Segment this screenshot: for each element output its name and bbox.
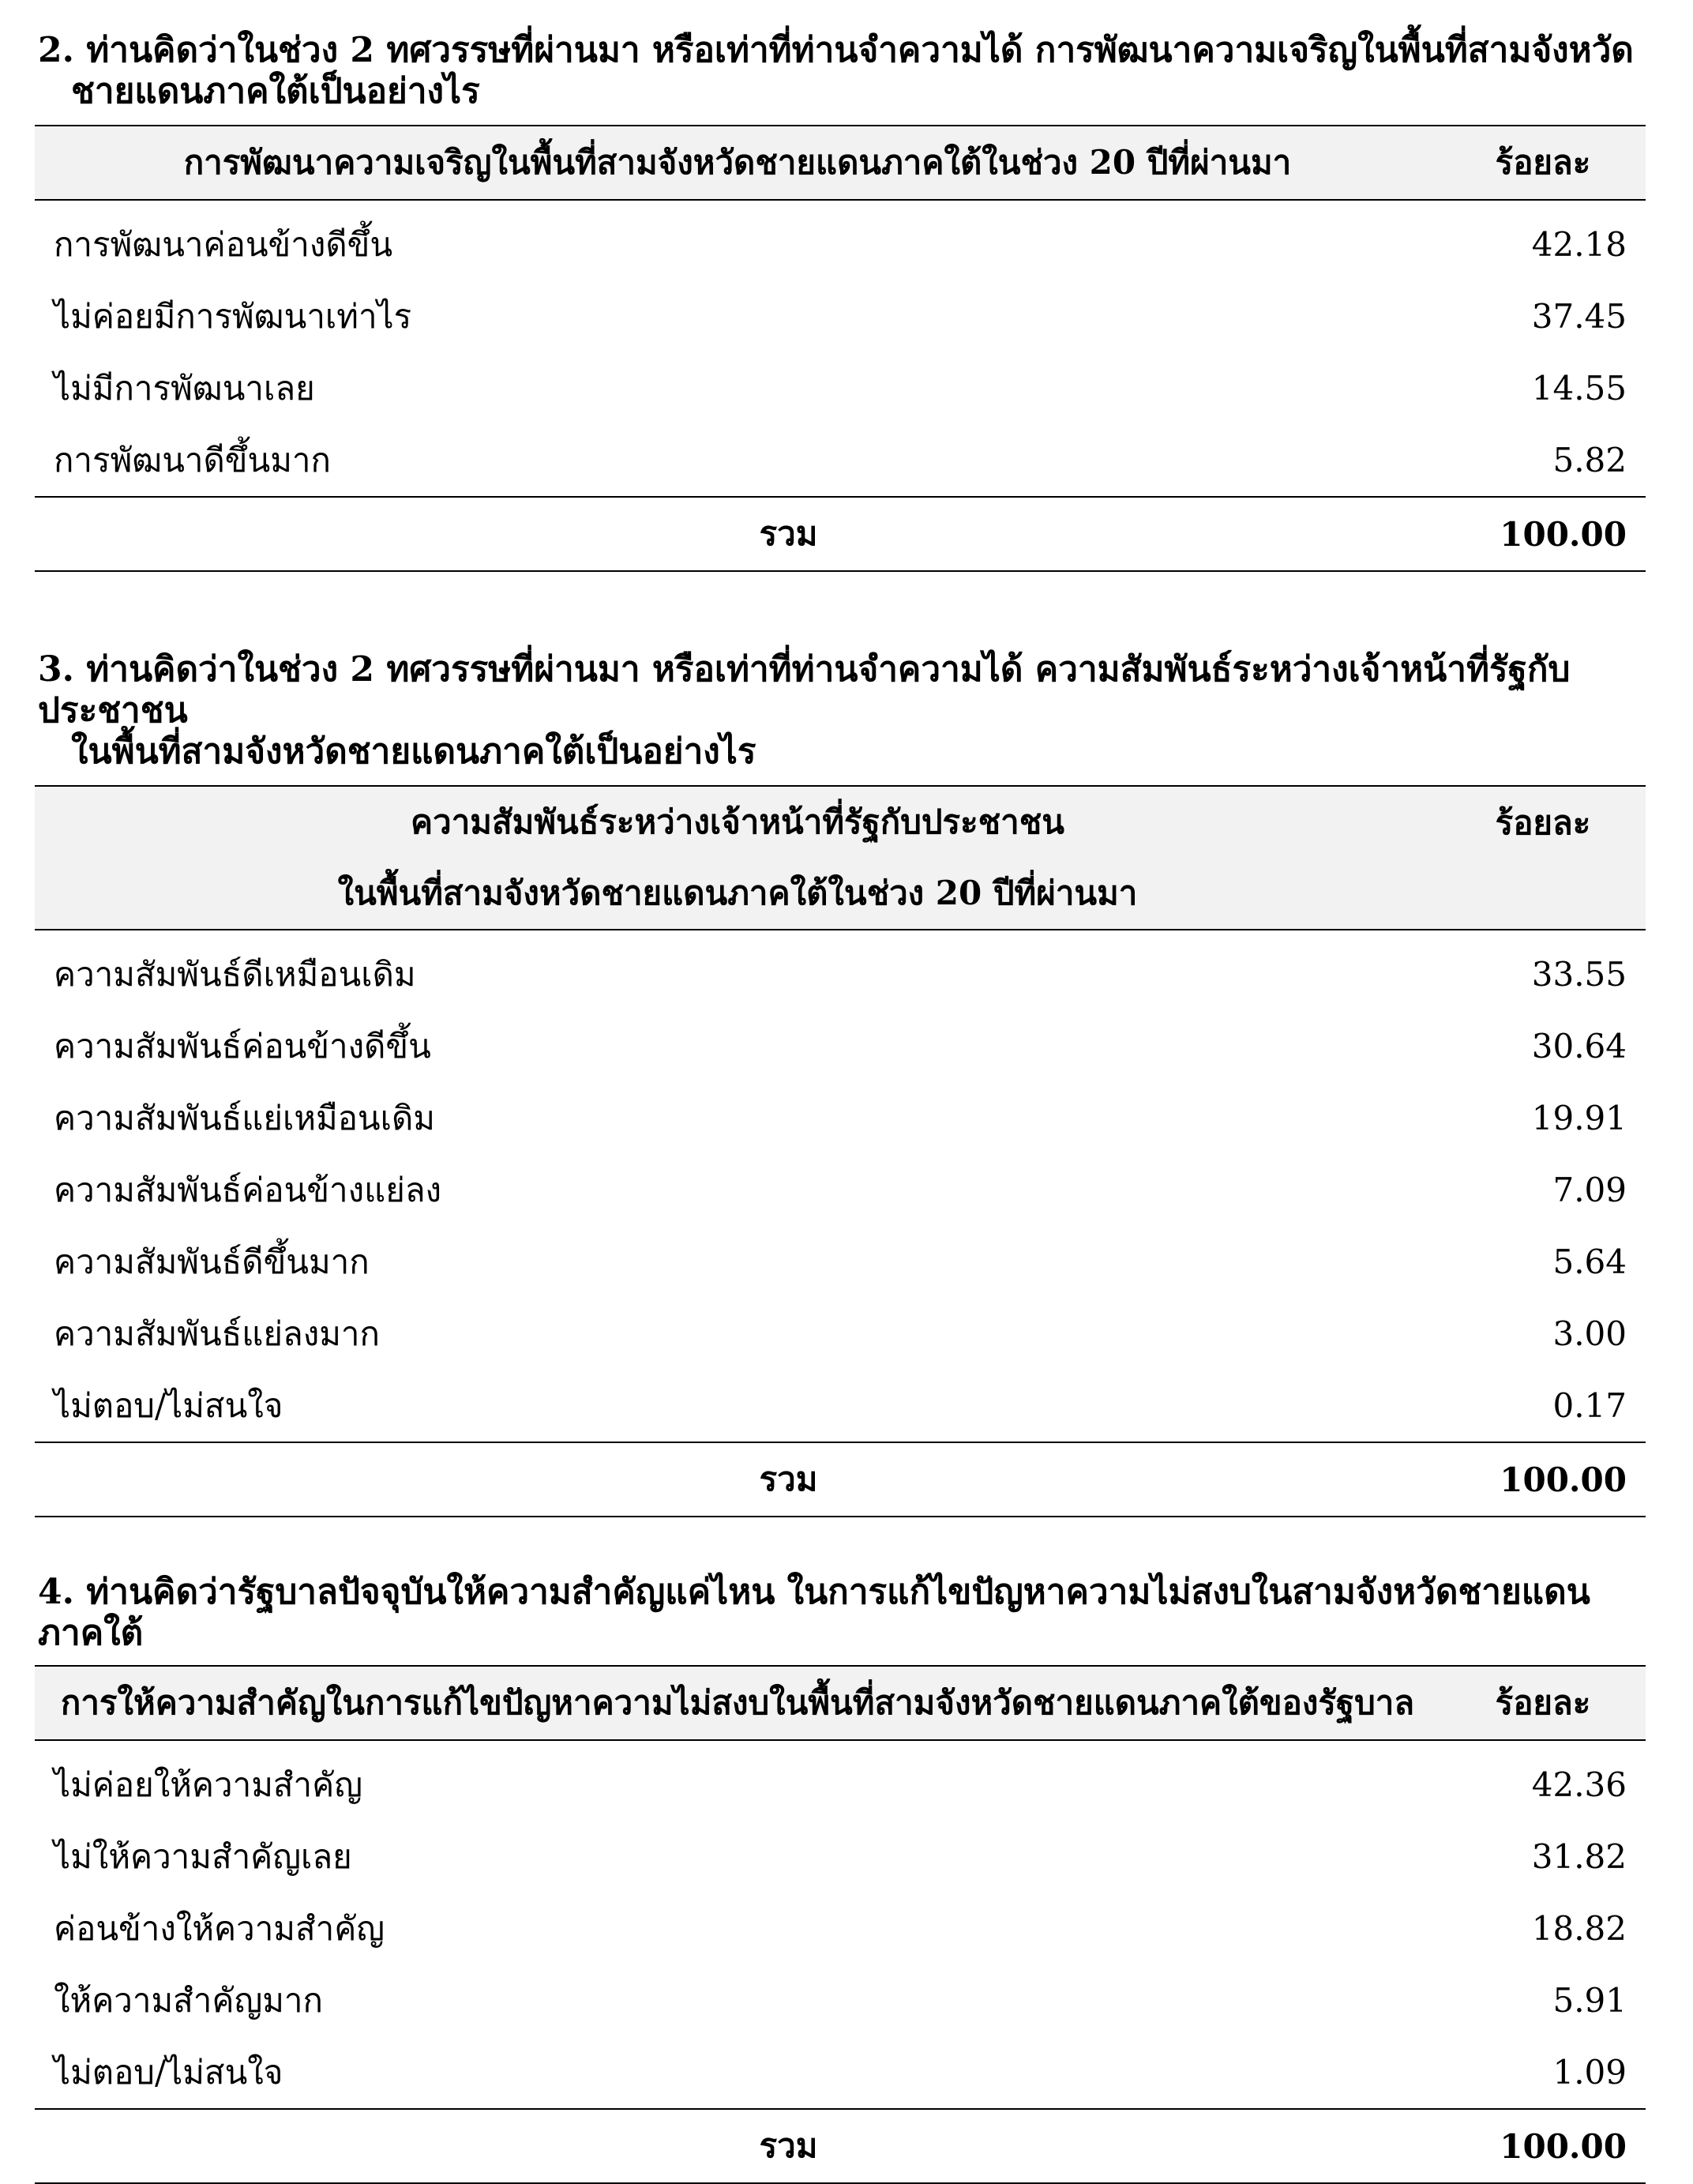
question-2-title-line1: 2. ท่านคิดว่าในช่วง 2 ทศวรรษที่ผ่านมา หรือเท่าที่ท่านจำความได้ การพัฒนาความเจริญในพื้นที่สามจังหวัด	[38, 30, 1634, 70]
row-value: 33.55	[1531, 955, 1627, 994]
row-value: 42.36	[1531, 1765, 1627, 1804]
total-value: 100.00	[1440, 497, 1646, 571]
question-3-title-line1: 3. ท่านคิดว่าในช่วง 2 ทศวรรษที่ผ่านมา หรือเท่าที่ท่านจำความได้ ความสัมพันธ์ระหว่างเจ้าหน้าที่รัฐกับประชาชน	[38, 649, 1571, 731]
row-label: ให้ความสำคัญมาก	[54, 1980, 323, 2020]
question-3-table	[35, 785, 1646, 1517]
row-value: 1.09	[1552, 2053, 1627, 2092]
row-label: ความสัมพันธ์แย่เหมือนเดิม	[54, 1098, 435, 1137]
column-header-value: ร้อยละ	[1440, 1666, 1646, 1740]
question-2-table	[35, 125, 1646, 572]
row-label: ความสัมพันธ์ดีเหมือนเดิม	[54, 954, 416, 994]
table-row	[35, 1893, 1646, 1964]
row-label: ไม่ตอบ/ไม่สนใจ	[54, 1385, 283, 1425]
table-row	[35, 1370, 1646, 1442]
table-row	[35, 1298, 1646, 1370]
row-value: 19.91	[1531, 1099, 1627, 1137]
table-row	[35, 1154, 1646, 1226]
row-value: 18.82	[1531, 1909, 1627, 1948]
column-header-label-line1: ความสัมพันธ์ระหว่างเจ้าหน้าที่รัฐกับประชาชน	[411, 803, 1064, 841]
row-value: 42.18	[1531, 225, 1627, 264]
table-row	[35, 424, 1646, 497]
total-row	[35, 1442, 1646, 1517]
question-4-table	[35, 1665, 1646, 2184]
row-value: 30.64	[1531, 1027, 1627, 1066]
table-row	[35, 1082, 1646, 1154]
row-label: การพัฒนาดีขึ้นมาก	[54, 440, 331, 479]
total-label: รวม	[35, 1442, 1440, 1517]
total-value: 100.00	[1440, 1442, 1646, 1517]
row-value: 5.91	[1552, 1981, 1627, 2020]
row-label: ความสัมพันธ์แย่ลงมาก	[54, 1314, 380, 1353]
column-header-label: การให้ความสำคัญในการแก้ไขปัญหาความไม่สงบในพื้นที่สามจังหวัดชายแดนภาคใต้ของรัฐบาล	[35, 1666, 1440, 1740]
column-header-value: ร้อยละ	[1440, 126, 1646, 200]
question-4-rows	[35, 1740, 1646, 2109]
table-row	[35, 200, 1646, 280]
table-row	[35, 352, 1646, 424]
question-2-rows	[35, 200, 1646, 497]
question-3-title	[35, 649, 1646, 772]
row-value: 5.82	[1552, 441, 1627, 479]
table-header-row	[35, 1666, 1646, 1740]
row-label: ความสัมพันธ์ค่อนข้างดีขึ้น	[54, 1026, 431, 1066]
table-row	[35, 1821, 1646, 1893]
table-row	[35, 1226, 1646, 1298]
table-header-row	[35, 786, 1646, 930]
row-value: 7.09	[1552, 1171, 1627, 1209]
row-value: 37.45	[1531, 297, 1627, 336]
question-4-title	[35, 1572, 1646, 1654]
row-label: การพัฒนาค่อนข้างดีขึ้น	[54, 224, 393, 264]
row-value: 0.17	[1552, 1386, 1627, 1425]
table-header-row	[35, 126, 1646, 200]
table-row	[35, 280, 1646, 352]
question-2-section	[35, 30, 1646, 572]
row-value: 5.64	[1552, 1242, 1627, 1281]
question-4-title-line1: 4. ท่านคิดว่ารัฐบาลปัจจุบันให้ความสำคัญแค่ไหน ในการแก้ไขปัญหาความไม่สงบในสามจังหวัดชายแดนภาคใต้	[38, 1572, 1590, 1653]
row-label: ไม่ค่อยมีการพัฒนาเท่าไร	[54, 296, 412, 336]
total-row	[35, 497, 1646, 571]
column-header-label	[35, 786, 1440, 930]
question-3-title-line2: ในพื้นที่สามจังหวัดชายแดนภาคใต้เป็นอย่างไร	[71, 731, 756, 772]
column-header-label: การพัฒนาความเจริญในพื้นที่สามจังหวัดชายแดนภาคใต้ในช่วง 20 ปีที่ผ่านมา	[35, 126, 1440, 200]
row-label: ไม่ค่อยให้ความสำคัญ	[54, 1765, 362, 1804]
column-header-label-line2: ในพื้นที่สามจังหวัดชายแดนภาคใต้ในช่วง 20 ปีที่ผ่านมา	[337, 874, 1138, 912]
question-3-rows	[35, 930, 1646, 1442]
row-value: 14.55	[1531, 369, 1627, 408]
question-4-section	[35, 1572, 1646, 2184]
row-label: ไม่มีการพัฒนาเลย	[54, 368, 315, 408]
total-label: รวม	[35, 497, 1440, 571]
row-label: ความสัมพันธ์ดีขึ้นมาก	[54, 1242, 370, 1281]
row-value: 31.82	[1531, 1837, 1627, 1876]
table-row	[35, 1010, 1646, 1082]
row-label: ไม่ให้ความสำคัญเลย	[54, 1836, 352, 1876]
column-header-value: ร้อยละ	[1440, 786, 1646, 930]
question-3-section	[35, 649, 1646, 1517]
row-value: 3.00	[1552, 1314, 1627, 1353]
table-row	[35, 1964, 1646, 2036]
table-row	[35, 1740, 1646, 1821]
row-label: ไม่ตอบ/ไม่สนใจ	[54, 2052, 283, 2092]
question-2-title	[35, 30, 1646, 112]
total-value: 100.00	[1440, 2109, 1646, 2183]
row-label: ค่อนข้างให้ความสำคัญ	[54, 1908, 385, 1948]
total-row	[35, 2109, 1646, 2183]
table-row	[35, 2036, 1646, 2109]
table-row	[35, 930, 1646, 1010]
question-2-title-line2: ชายแดนภาคใต้เป็นอย่างไร	[71, 71, 480, 111]
row-label: ความสัมพันธ์ค่อนข้างแย่ลง	[54, 1170, 442, 1209]
total-label: รวม	[35, 2109, 1440, 2183]
